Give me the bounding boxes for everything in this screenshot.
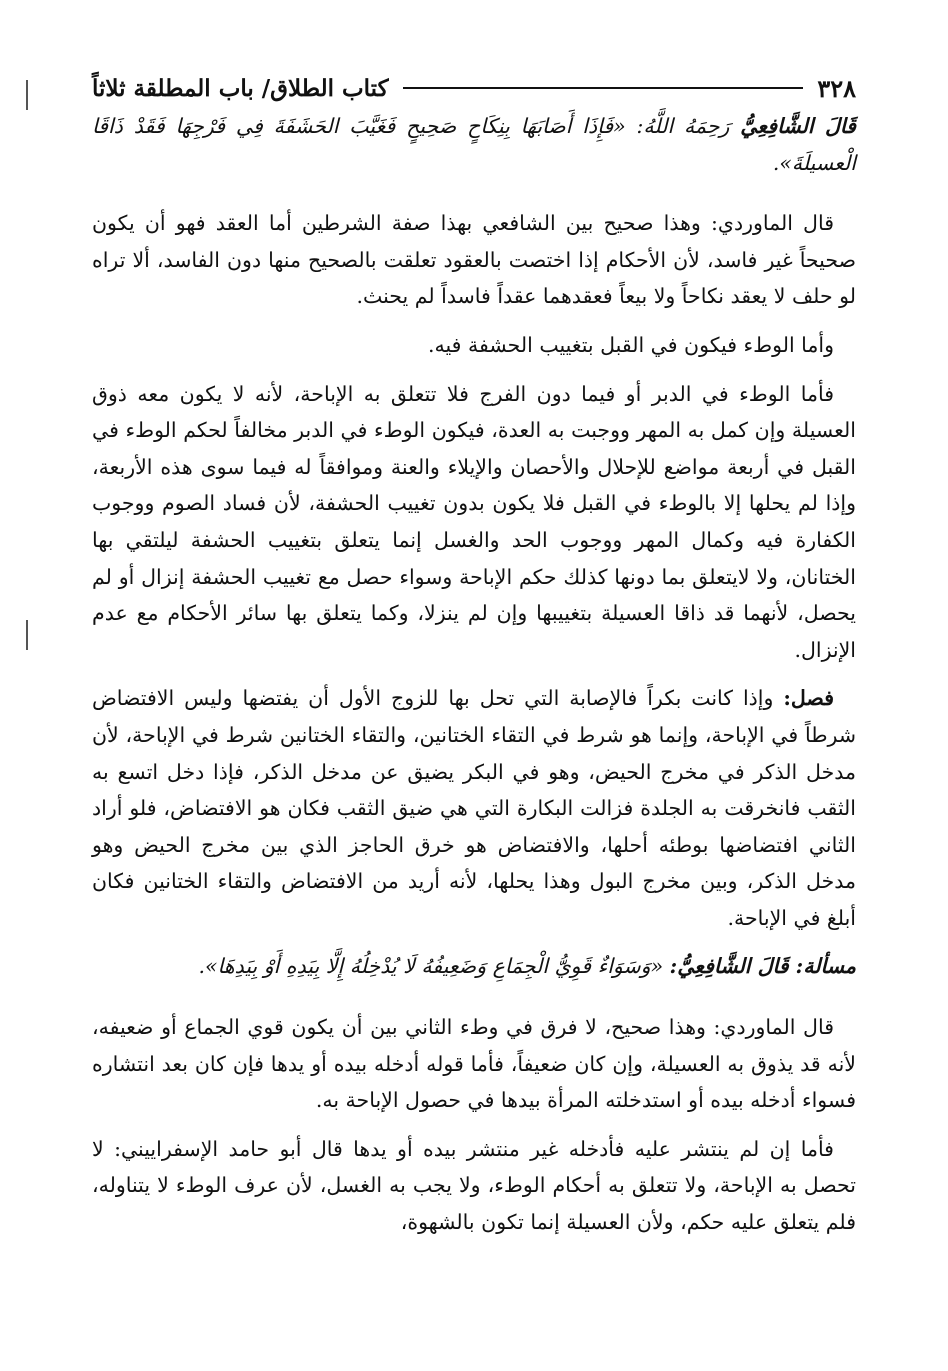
paragraph-text: قال الماوردي: وهذا صحيح بين الشافعي بهذا صفة الشرطين أما العقد فهو أن يكون صحيحاً غير فاسد، لأن الأحكام إذا اختصت بالعقود تعلقت بالصحيح منها دون الفاسد، ألا تراه لو حلف لا يعقد نكاحاً ولا بيعاً فعقدهما عقداً فاسداً لم يحنث. <box>92 211 856 309</box>
paragraph-text: رَحِمَهُ اللَّهُ: «فَإِذَا أَصَابَهَا بِنِكَاحٍ صَحِيحٍ فَغَيَّبَ الحَشَفَةَ فِي فَرْجِهَا فَقَدْ ذَاقَا الْعسيلَةَ». <box>92 114 856 175</box>
paragraph-text: فأما إن لم ينتشر عليه فأدخله غير منتشر بيده أو يدها قال أبو حامد الإسفراييني: لا تحصل به الإباحة، ولا تتعلق به أحكام الوطء، ولا يجب به الغسل، لأن عرف الوطء لا يتناوله، فلم يتعلق عليه حكم، ولأن العسيلة إنما تكون بالشهوة، <box>92 1136 856 1235</box>
paragraph-text: قال الماوردي: وهذا صحيح، لا فرق في وطء الثاني بين أن يكون قوي الجماع أو ضعيفه، لأنه قد يذوق به العسيلة، وإن كان ضعيفاً، فأما قوله أدخله بيده أو يدها فإن كان بعد انتشاره فسواء أدخله بيده أو استدخلته المرأة بيدها في حصول الإباحة به. <box>92 1015 856 1113</box>
paragraph <box>92 205 856 315</box>
scan-margin-mark <box>26 620 28 650</box>
scan-margin-mark <box>26 80 28 110</box>
paragraph <box>92 327 856 364</box>
paragraph-text: فأما الوطء في الدبر أو فيما دون الفرج فلا تتعلق به الإباحة، لأنه لا يكون معه ذوق العسيلة وإن كمل به المهر ووجبت به العدة، فيكون الوطء في الدبر مخالفاً لحكم الوطء في القبل في أربعة مواضع للإحلال والأحصان والإيلاء والعنة وموافقاً له فيما سوى هذه الأربعة، وإذا لم يحلها إلا بالوطء في القبل فلا يكون بدون تغييب الحشفة، لأن فساد الصوم ووجوب الكفارة فيه وكمال المهر ووجوب الحد والغسل إنما يتعلق بتغييب الحشفة ليلتقي بها الختانان، ولا لايتعلق بما دونها كذلك حكم الإباحة وسواء حصل مع تغييب الحشفة إنزال أو لم يحصل، لأنهما قد ذاقا العسيلة بتغييبها وإن لم ينزلا، وكما يتعلق بها سائر الأحكام مع عدم الإنزال. <box>92 381 856 662</box>
header-rule <box>403 87 804 89</box>
running-title: كتاب الطلاق/ باب المطلقة ثلاثاً <box>92 74 389 102</box>
paragraph <box>92 1009 856 1119</box>
paragraph <box>92 376 856 669</box>
paragraph-text: وإذا كانت بكراً فالإصابة التي تحل بها للزوج الأول أن يفتضها وليس الافتضاض شرطاً في الإباحة، وإنما هو شرط في التقاء الختانين، والتقاء الختانين شرط في الإباحة، لأن مدخل الذكر في مخرج الحيض، وهو في البكر يضيق عن مدخل الذكر، فإذا دخل اتسع به الثقب فانخرقت به الجلدة فزالت البكارة التي هي ضيق الثقب فكان هو الافتضاض، فلو أراد الثاني افتضاضها بوطئه أحلها، والافتضاض هو خرق الحاجز الذي بين مخرج الحيض وهو مدخل الذكر، وبين مخرج البول وهذا يحلها، لأنه أريد من الافتضاض والتقاء الختانين فكان أبلغ في الإباحة. <box>92 686 856 930</box>
section-lead: فصل: <box>783 686 834 711</box>
masala-quote <box>92 948 856 985</box>
shafii-quote <box>92 108 856 181</box>
paragraph <box>92 1131 856 1241</box>
masala-lead: مسألة: قَالَ الشَّافِعِيُّ: <box>669 954 856 979</box>
paragraph-text: وأما الوطء فيكون في القبل بتغييب الحشفة فيه. <box>427 332 834 357</box>
paragraph-text: «وَسَوَاءٌ قَوِيُّ الْجِمَاعِ وَضَعِيفُهُ لَا يُدْخِلُهُ إِلَّا بِيَدِهِ أَوْ بِيَدِهَا». <box>198 954 670 979</box>
page-header <box>92 68 856 108</box>
page-number: ٣٢٨ <box>817 73 856 103</box>
section-paragraph <box>92 680 856 936</box>
page-body <box>92 108 856 1253</box>
paragraph-lead: قَالَ الشَّافِعِيُّ <box>740 114 856 138</box>
